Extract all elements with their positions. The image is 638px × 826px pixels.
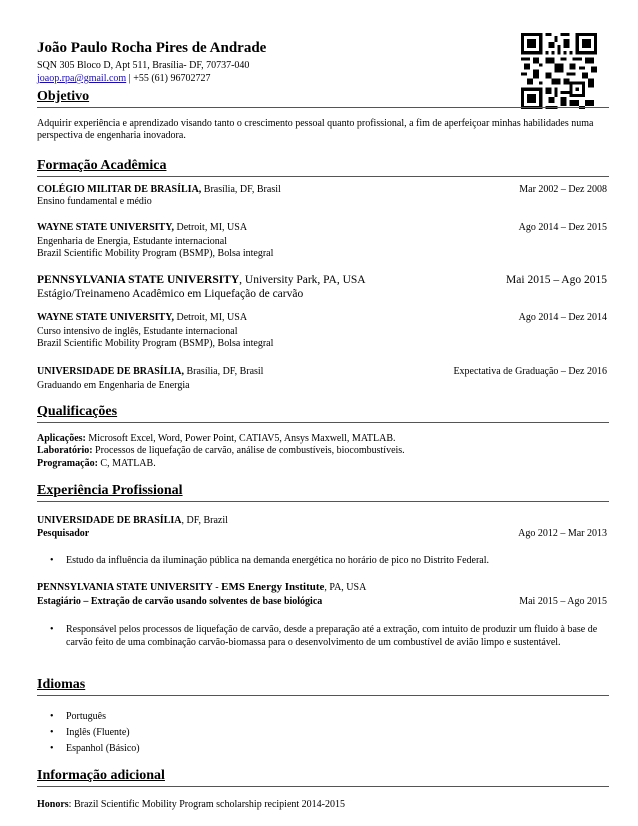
language-label: Português	[66, 711, 106, 722]
school-location: , University Park, PA, USA	[239, 274, 366, 286]
bullet-icon: •	[50, 743, 54, 754]
candidate-name: João Paulo Rocha Pires de Andrade	[37, 40, 267, 56]
job-dates: Ago 2012 – Mar 2013	[518, 528, 607, 539]
job-bullet-text: Responsável pelos processos de liquefação de carvão, desde a preparação até a extração, com intuito de produzir um fluido à base de carvão feito de uma combinação carvão-biomassa para o desenvolvimento de um combustível de avião limpo e sustentável.	[66, 624, 598, 648]
honors-line	[37, 799, 609, 811]
job-org: PENNSYLVANIA STATE UNIVERSITY	[37, 582, 213, 593]
bullet-icon: •	[50, 727, 54, 738]
education-entry-header	[37, 274, 607, 287]
section-divider	[37, 695, 609, 696]
school-location: Detroit, MI, USA	[174, 222, 248, 233]
school-name: UNIVERSIDADE DE BRASÍLIA,	[37, 366, 184, 377]
section-divider	[37, 176, 609, 177]
phone: | +55 (61) 96702727	[126, 73, 211, 84]
job-role-row	[37, 528, 607, 540]
address: SQN 305 Bloco D, Apt 511, Brasília- DF, 70737-040	[37, 60, 250, 71]
qualification-item	[37, 445, 609, 457]
education-dates: Ago 2014 – Dez 2015	[518, 222, 607, 233]
school-name: WAYNE STATE UNIVERSITY,	[37, 312, 174, 323]
objective-text: Adquirir experiência e aprendizado visando tanto o crescimento pessoal quanto profissional, a fim de aperfeiçoar minhas habilidades numa perspectiva de engenharia inovadora.	[37, 118, 594, 141]
job-org-line	[37, 581, 609, 594]
school-name: WAYNE STATE UNIVERSITY,	[37, 222, 174, 233]
section-divider	[37, 501, 609, 502]
education-detail: Brazil Scientific Mobility Program (BSMP), Bolsa integral	[37, 248, 274, 259]
education-detail: Engenharia de Energia, Estudante internacional	[37, 236, 228, 247]
school-location: Detroit, MI, USA	[174, 312, 248, 323]
language-label: Inglês (Fluente)	[66, 727, 130, 738]
job-location: , PA, USA	[324, 582, 367, 593]
education-entry-header	[37, 184, 607, 196]
qualification-label: Aplicações:	[37, 433, 86, 444]
job-org-separator: -	[212, 582, 222, 593]
school-location: Brasília, DF, Brasil	[201, 184, 281, 195]
honors-value: : Brazil Scientific Mobility Program scholarship recipient 2014-2015	[68, 799, 346, 810]
bullet-icon: •	[50, 711, 54, 722]
email-link[interactable]: joaop.rpa@gmail.com	[37, 73, 127, 84]
qualification-value: C, MATLAB.	[97, 458, 156, 469]
qualification-value: Microsoft Excel, Word, Power Point, CATIAV5, Ansys Maxwell, MATLAB.	[85, 433, 396, 444]
education-dates: Mai 2015 – Ago 2015	[506, 274, 607, 286]
job-dates: Mai 2015 – Ago 2015	[519, 596, 607, 607]
education-entry-header	[37, 366, 607, 378]
school-name: COLÉGIO MILITAR DE BRASÍLIA,	[37, 184, 202, 195]
job-org: UNIVERSIDADE DE BRASÍLIA	[37, 515, 182, 526]
education-detail: Estágio/Treinameno Acadêmico em Liquefação de carvão	[37, 288, 304, 300]
education-detail: Brazil Scientific Mobility Program (BSMP), Bolsa integral	[37, 338, 274, 349]
qualification-label: Laboratório:	[37, 445, 93, 456]
language-label: Espanhol (Básico)	[66, 743, 140, 754]
education-dates: Ago 2014 – Dez 2014	[518, 312, 607, 323]
education-dates: Mar 2002 – Dez 2008	[519, 184, 607, 195]
job-bullet-text: Estudo da influência da iluminação pública na demanda energética no horário de pico no Distrito Federal.	[66, 555, 490, 566]
section-title-additional: Informação adicional	[37, 768, 165, 783]
job-role-row	[37, 596, 607, 608]
education-detail: Curso intensivo de inglês, Estudante internacional	[37, 326, 238, 337]
section-divider	[37, 786, 609, 787]
school-location: Brasília, DF, Brasil	[183, 366, 264, 377]
contact-line	[37, 73, 211, 85]
qualification-item	[37, 458, 609, 470]
education-entry-header	[37, 312, 607, 324]
job-org-line	[37, 515, 609, 527]
section-divider	[37, 107, 609, 108]
bullet-icon: •	[50, 624, 54, 635]
section-title-experience: Experiência Profissional	[37, 483, 183, 498]
section-title-education: Formação Acadêmica	[37, 158, 167, 173]
qr-code-icon	[521, 33, 597, 109]
section-title-objective: Objetivo	[37, 89, 90, 104]
section-title-qualifications: Qualificações	[37, 404, 118, 419]
education-detail: Graduando em Engenharia de Energia	[37, 380, 190, 391]
job-role: Pesquisador	[37, 528, 90, 539]
qualification-item	[37, 433, 609, 445]
job-institute: EMS Energy Institute	[221, 581, 325, 593]
qualification-label: Programação:	[37, 458, 98, 469]
education-dates: Expectativa de Graduação – Dez 2016	[453, 366, 607, 377]
job-location: , DF, Brazil	[181, 515, 228, 526]
honors-label: Honors	[37, 799, 69, 810]
qualification-value: Processos de liquefação de carvão, análise de combustíveis, biocombustíveis.	[92, 445, 405, 456]
section-divider	[37, 422, 609, 423]
education-detail: Ensino fundamental e médio	[37, 196, 152, 207]
education-entry-header	[37, 222, 607, 234]
job-role: Estagiário – Extração de carvão usando solventes de base biológica	[37, 596, 323, 607]
section-title-languages: Idiomas	[37, 677, 86, 692]
bullet-icon: •	[50, 555, 54, 566]
school-name: PENNSYLVANIA STATE UNIVERSITY	[37, 274, 240, 286]
